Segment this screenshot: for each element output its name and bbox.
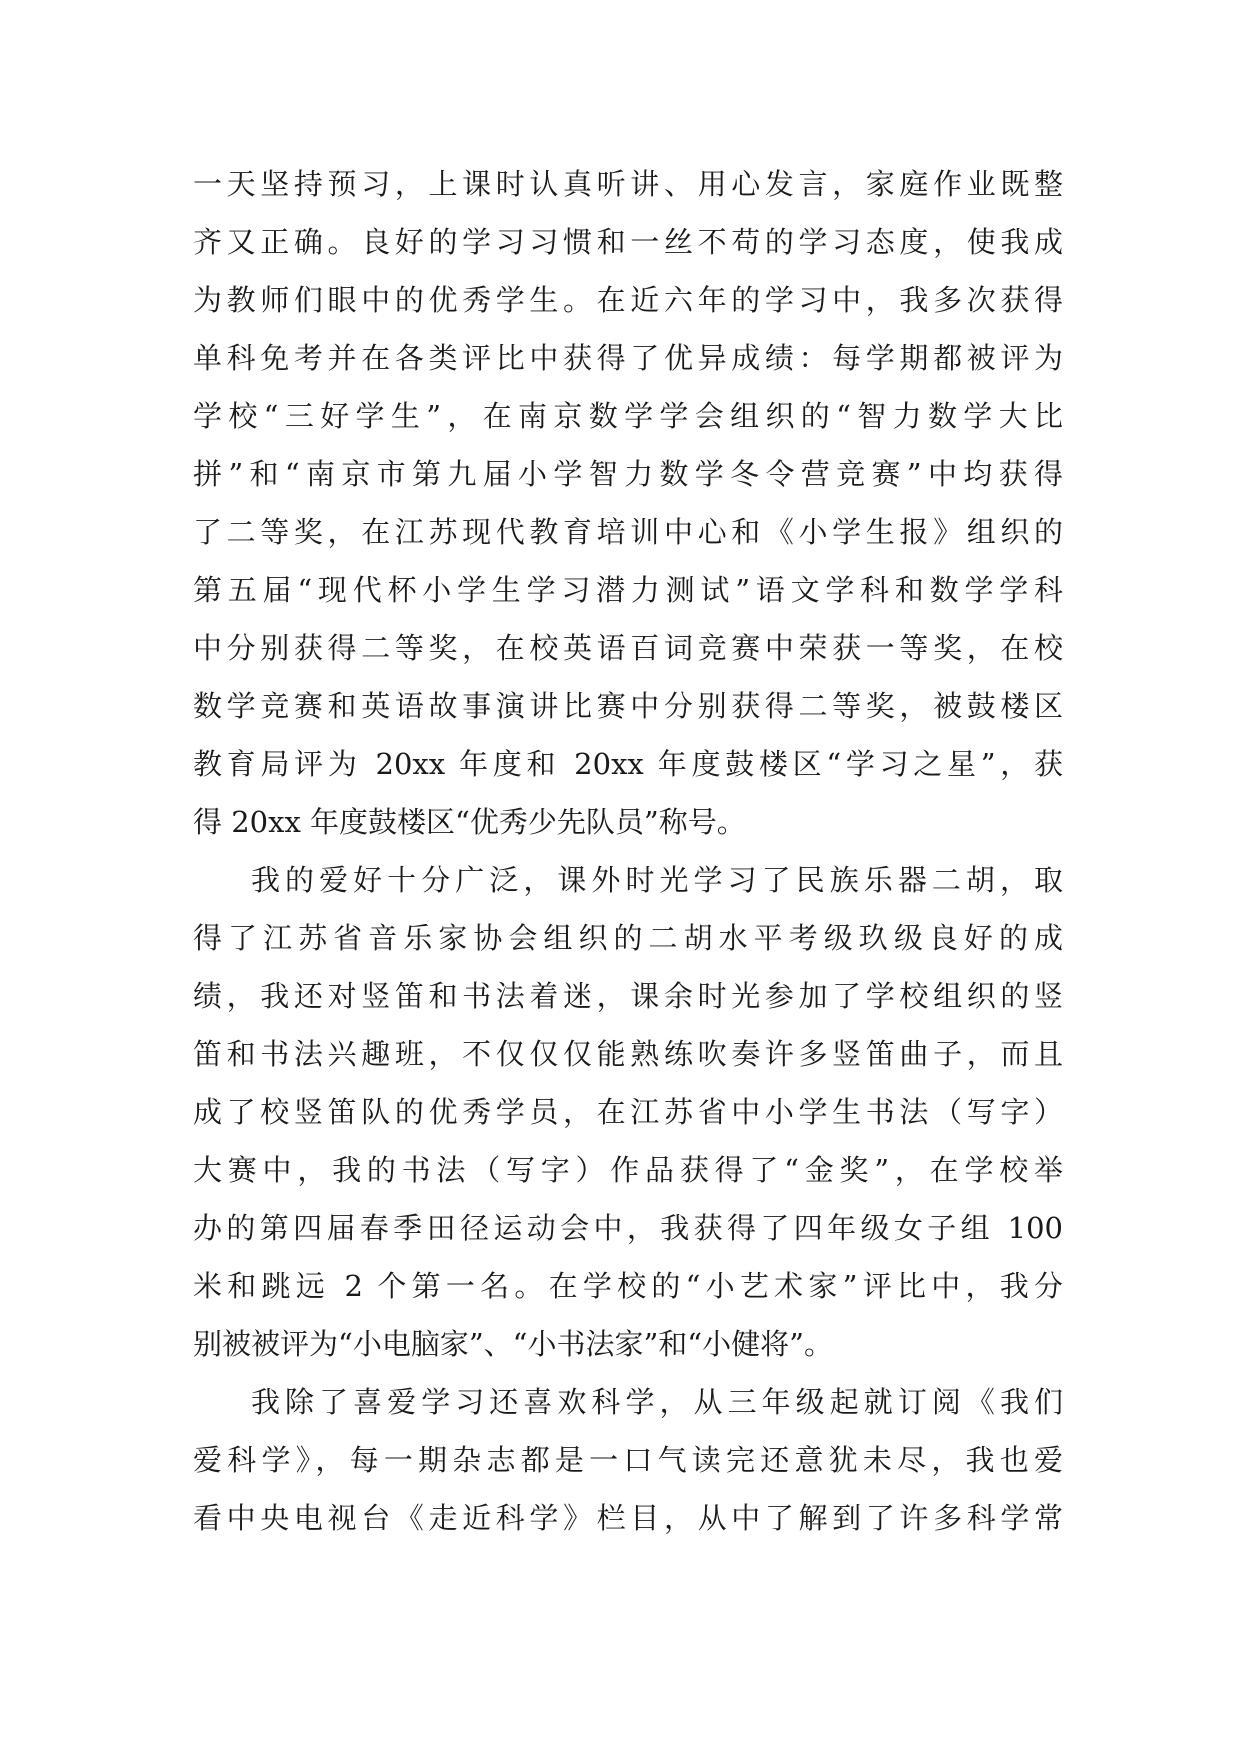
text-line: 得了江苏省音乐家协会组织的二胡水平考级玖级良好的成	[193, 921, 1063, 955]
text-line: 拼”和“南京市第九届小学智力数学冬令营竞赛”中均获得	[193, 457, 1063, 491]
text-line: 第五届“现代杯小学生学习潜力测试”语文学科和数学学科	[193, 573, 1063, 607]
text-line: 教育局评为 20xx 年度和 20xx 年度鼓楼区“学习之星”，获	[193, 747, 1063, 781]
text-line: 大赛中，我的书法（写字）作品获得了“金奖”，在学校举	[193, 1153, 1063, 1187]
text-line: 爱科学》，每一期杂志都是一口气读完还意犹未尽，我也爱	[193, 1443, 1063, 1477]
text-line: 学校“三好学生”，在南京数学学会组织的“智力数学大比	[193, 399, 1063, 433]
text-line: 米和跳远 2 个第一名。在学校的“小艺术家”评比中，我分	[193, 1269, 1063, 1303]
text-line: 我的爱好十分广泛，课外时光学习了民族乐器二胡，取	[251, 863, 1063, 897]
text-line: 绩，我还对竖笛和书法着迷，课余时光参加了学校组织的竖	[193, 979, 1063, 1013]
text-line: 一天坚持预习，上课时认真听讲、用心发言，家庭作业既整	[193, 167, 1063, 201]
text-line: 为教师们眼中的优秀学生。在近六年的学习中，我多次获得	[193, 283, 1063, 317]
text-line: 数学竞赛和英语故事演讲比赛中分别获得二等奖，被鼓楼区	[193, 689, 1063, 723]
document-body	[193, 155, 1063, 1547]
text-line: 单科免考并在各类评比中获得了优异成绩：每学期都被评为	[193, 341, 1063, 375]
text-line: 办的第四届春季田径运动会中，我获得了四年级女子组 100	[193, 1211, 1063, 1245]
text-line: 得 20xx 年度鼓楼区“优秀少先队员”称号。	[193, 805, 746, 839]
text-line: 齐又正确。良好的学习习惯和一丝不苟的学习态度，使我成	[193, 225, 1063, 259]
text-line: 看中央电视台《走近科学》栏目，从中了解到了许多科学常	[193, 1501, 1063, 1535]
text-line: 中分别获得二等奖，在校英语百词竞赛中荣获一等奖，在校	[193, 631, 1063, 665]
text-line: 我除了喜爱学习还喜欢科学，从三年级起就订阅《我们	[251, 1385, 1063, 1419]
text-line: 了二等奖，在江苏现代教育培训中心和《小学生报》组织的	[193, 515, 1063, 549]
text-line: 成了校竖笛队的优秀学员，在江苏省中小学生书法（写字）	[193, 1095, 1063, 1129]
text-line: 笛和书法兴趣班，不仅仅仅能熟练吹奏许多竖笛曲子，而且	[193, 1037, 1063, 1071]
text-line: 别被被评为“小电脑家”、“小书法家”和“小健将”。	[193, 1327, 833, 1361]
